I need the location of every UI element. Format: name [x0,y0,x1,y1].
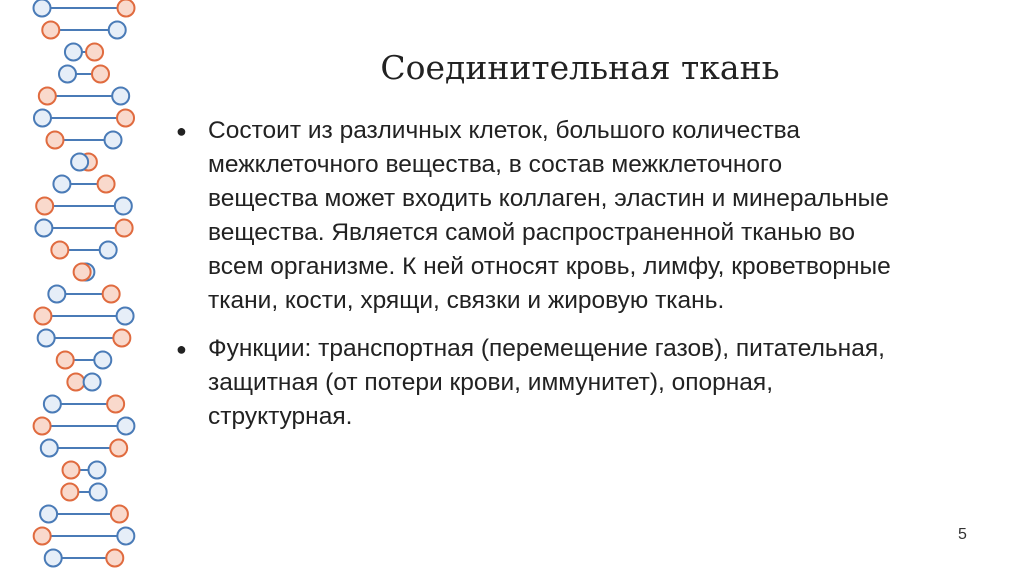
dna-rung [53,176,114,193]
dna-nucleotide [34,528,51,545]
dna-rung [39,88,129,105]
dna-nucleotide [67,374,84,391]
dna-nucleotide [106,550,123,567]
dna-nucleotide [34,418,51,435]
dna-nucleotide [116,220,133,237]
dna-rung [34,308,133,325]
dna-nucleotide [45,550,62,567]
bullet-list [172,114,892,448]
dna-nucleotide [53,176,70,193]
page-number: 5 [958,526,967,543]
dna-rung [38,330,131,347]
dna-rung [34,0,135,17]
bullet-marker: ● [176,121,187,141]
dna-nucleotide [92,66,109,83]
dna-nucleotide [39,88,56,105]
dna-rung [67,374,100,391]
dna-nucleotide [35,220,52,237]
dna-rung [44,396,124,413]
dna-rung [65,44,103,61]
dna-rung [57,352,112,369]
dna-nucleotide [110,440,127,457]
dna-rung [34,110,134,127]
dna-nucleotide [38,330,55,347]
dna-nucleotide [94,352,111,369]
dna-nucleotide [115,198,132,215]
dna-rung [36,198,132,215]
bullet-item [172,332,892,434]
dna-rung [46,132,121,149]
bullet-marker: ● [176,339,187,359]
dna-nucleotide [63,462,80,479]
dna-rung [40,506,128,523]
dna-helix-decoration [0,0,170,574]
dna-nucleotide [42,22,59,39]
dna-rung [34,418,135,435]
dna-nucleotide [34,0,51,17]
dna-rung [59,66,109,83]
dna-rung [71,154,97,171]
dna-rung [74,264,95,281]
dna-nucleotide [74,264,91,281]
dna-rung [51,242,116,259]
dna-nucleotide [65,44,82,61]
dna-nucleotide [84,374,101,391]
dna-nucleotide [71,154,88,171]
dna-nucleotide [61,484,78,501]
dna-nucleotide [117,418,134,435]
dna-nucleotide [59,66,76,83]
dna-nucleotide [44,396,61,413]
dna-nucleotide [36,198,53,215]
dna-nucleotide [118,0,135,17]
bullet-item [172,114,892,318]
dna-nucleotide [57,352,74,369]
dna-nucleotide [48,286,65,303]
dna-nucleotide [41,440,58,457]
dna-nucleotide [117,308,134,325]
dna-nucleotide [111,506,128,523]
dna-nucleotide [112,88,129,105]
dna-nucleotide [88,462,105,479]
dna-rung [41,440,127,457]
dna-nucleotide [103,286,120,303]
dna-nucleotide [51,242,68,259]
dna-rung [61,484,106,501]
dna-nucleotide [107,396,124,413]
dna-nucleotide [90,484,107,501]
dna-nucleotide [40,506,57,523]
dna-nucleotide [105,132,122,149]
dna-rung [35,220,132,237]
dna-rung [45,550,124,567]
dna-nucleotide [98,176,115,193]
bullet-text: Функции: транспортная (перемещение газов), питательная, защитная (от потери крови, иммунитет), опорная, структурная. [208,335,885,430]
dna-nucleotide [100,242,117,259]
dna-nucleotide [113,330,130,347]
bullet-text: Состоит из различных клеток, большого количества межклеточного вещества, в состав межклеточного вещества может входить коллаген, эластин и минеральные вещества. Является самой распространенной тканью во всем организме. К ней относят кровь, лимфу, кроветворные ткани, кости, хрящи, связки и жировую ткань. [208,117,891,314]
dna-nucleotide [86,44,103,61]
dna-nucleotide [109,22,126,39]
dna-rung [42,22,125,39]
dna-nucleotide [34,110,51,127]
dna-rung [63,462,106,479]
dna-nucleotide [46,132,63,149]
dna-nucleotide [117,110,134,127]
dna-rung [48,286,119,303]
dna-nucleotide [34,308,51,325]
dna-rung [34,528,135,545]
dna-nucleotide [117,528,134,545]
slide-title: Соединительная ткань [380,48,780,87]
